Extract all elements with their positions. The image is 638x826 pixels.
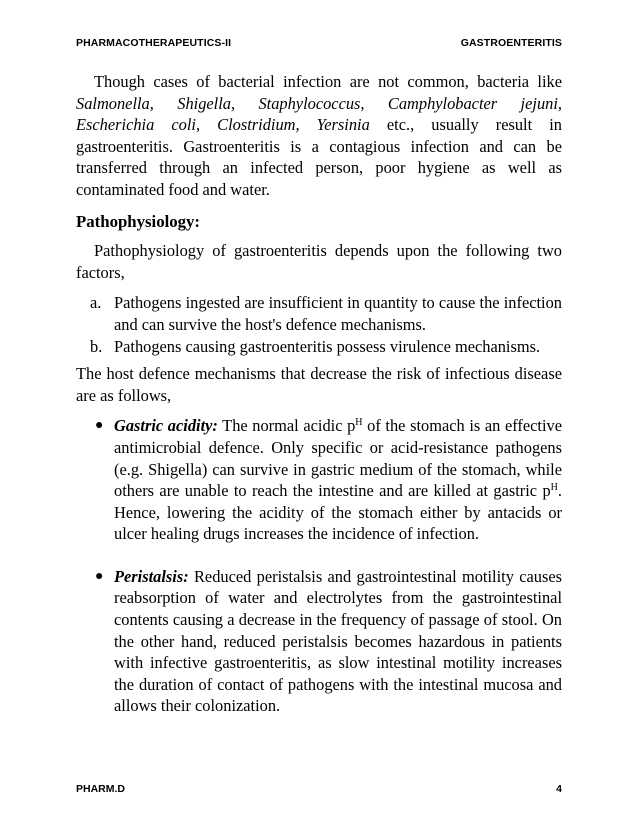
header-course-title: PHARMACOTHERAPEUTICS-II [76, 37, 232, 49]
organism-list: Salmonella, Shigella, Staphylococcus, Camphylobacter jejuni, Escherichia coli, Clostridium, Yersinia [76, 93, 562, 135]
list-item [76, 292, 562, 335]
intro-paragraph [76, 71, 562, 201]
superscript: H [550, 482, 558, 494]
list-item-text: Pathogens ingested are insufficient in quantity to cause the infection and can survive the host's defence mechanisms. [114, 293, 562, 334]
mechanism-term: Gastric acidity: [114, 416, 218, 436]
bullet-icon: ● [95, 568, 104, 584]
header-topic-title: GASTROENTERITIS [460, 37, 562, 49]
footer-program: PHARM.D [76, 783, 125, 795]
factor-list [76, 292, 562, 357]
mechanism-term: Peristalsis: [114, 566, 189, 586]
intro-lead: Though cases of bacterial infection are not common, bacteria like [94, 72, 562, 91]
intro-rest: etc., usually result in gastroenteritis. Gastroenteritis is a contagious infection and can be transferred through an infected person, poor hygiene as well as contaminated food and water. [76, 115, 562, 199]
mechanism-text: The normal acidic p [217, 416, 356, 436]
section-heading: Pathophysiology: [76, 211, 201, 231]
list-item [76, 336, 562, 358]
page-number: 4 [556, 783, 562, 795]
pathophysiology-paragraph: Pathophysiology of gastroenteritis depends upon the following two factors, [76, 241, 562, 282]
list-item-text: Pathogens causing gastroenteritis possess virulence mechanisms. [114, 336, 541, 356]
bullet-icon: ● [95, 418, 104, 434]
list-item [76, 566, 562, 717]
mechanism-text: of the stomach is an effective antimicrobial defence. Only specific or acid-resistance pathogens (e.g. Shigella) can survive in gastric medium of the stomach, while others are unable to reach the intestine and are killed at gastric p [114, 416, 562, 501]
mechanism-text: . Hence, lowering the acidity of the stomach either by antacids or ulcer healing drugs increases the incidence of infection. [114, 481, 562, 544]
page-body [76, 71, 562, 717]
mechanism-list [76, 415, 562, 717]
mechanism-text: Reduced peristalsis and gastrointestinal motility causes reabsorption of water and electrolytes from the gastrointestinal contents causing a decrease in the frequency of passage of stool. On the other hand, reduced peristalsis becomes hazardous in patients with infective gastroenteritis, as slow intestinal motility increases the duration of contact of pathogens with the intestinal mucosa and allows their colonization. [114, 566, 562, 716]
superscript: H [355, 417, 363, 429]
list-marker: b. [90, 336, 103, 356]
list-item [76, 415, 562, 545]
list-marker: a. [90, 293, 102, 313]
defence-intro-paragraph: The host defence mechanisms that decrease the risk of infectious disease are as follows, [76, 364, 562, 405]
